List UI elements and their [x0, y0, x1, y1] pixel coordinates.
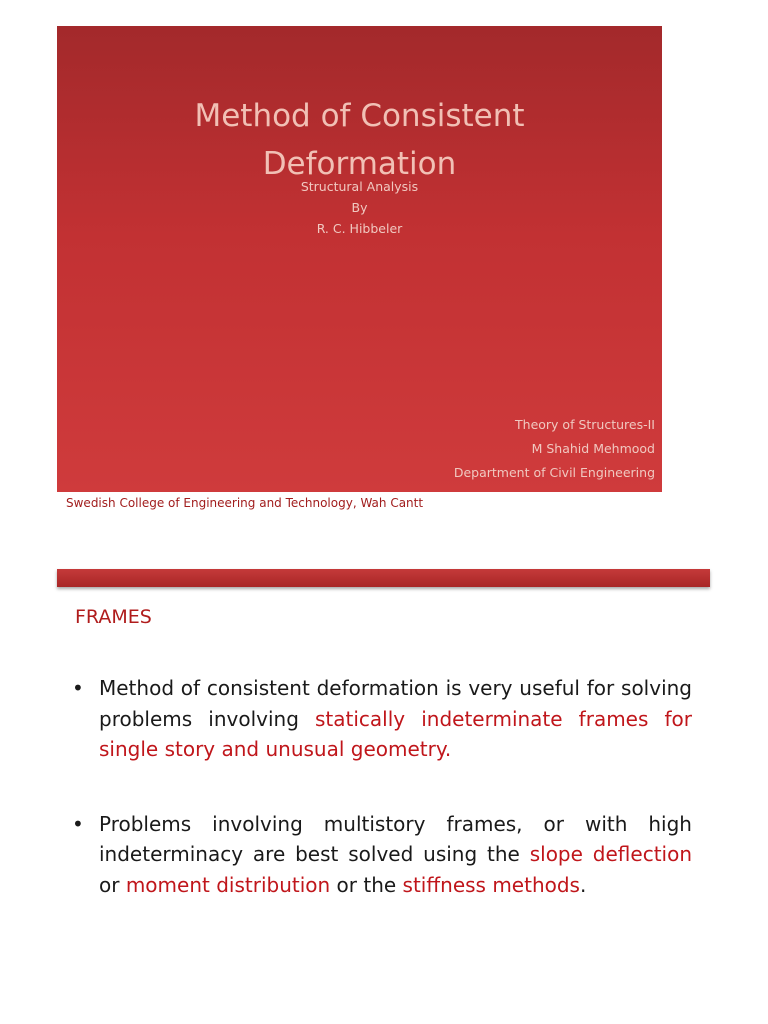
bullet-1-text: Method of consistent deformation is very useful for solving problems involving [99, 676, 692, 731]
highlight-slope-deflection: slope deflection [529, 842, 693, 866]
highlight-moment-distribution: moment distribution [125, 872, 331, 897]
bullet-list [72, 673, 692, 900]
subtitle-by: By [351, 200, 368, 215]
highlight-stiffness-methods: stiffness methods [402, 872, 580, 897]
bullet-2-text-4: . [579, 872, 587, 897]
college-name: Swedish College of Engineering and Technology, Wah Cantt [66, 496, 424, 510]
presenter-name: M Shahid Mehmood [531, 441, 655, 456]
bullet-1-highlight: statically indeterminate frames for single story and unusual geometry. [99, 706, 692, 761]
bullet-2-text-3: or the [330, 872, 403, 897]
subtitle-author: R. C. Hibbeler [316, 221, 403, 236]
section-heading: FRAMES [75, 606, 152, 628]
course-name: Theory of Structures-II [515, 417, 655, 432]
presenter-info [454, 413, 655, 485]
department-name: Department of Civil Engineering [453, 465, 655, 480]
bullet-2-text-1: Problems involving multistory frames, or with high indeterminacy are best solved using the [99, 811, 692, 866]
bullet-item-2 [72, 809, 692, 901]
slide-subtitle [57, 176, 662, 239]
bullet-item-1 [72, 673, 692, 765]
title-line-1: Method of Consistent [194, 98, 525, 134]
title-line-2: Deformation [262, 146, 457, 182]
bullet-icon: • [72, 676, 84, 700]
slide-header-bar [57, 569, 710, 587]
title-slide [57, 26, 662, 492]
slide-title [57, 92, 662, 188]
bullet-icon: • [72, 811, 84, 836]
subtitle-book: Structural Analysis [300, 179, 419, 194]
bullet-2-text-2: or [99, 872, 126, 897]
